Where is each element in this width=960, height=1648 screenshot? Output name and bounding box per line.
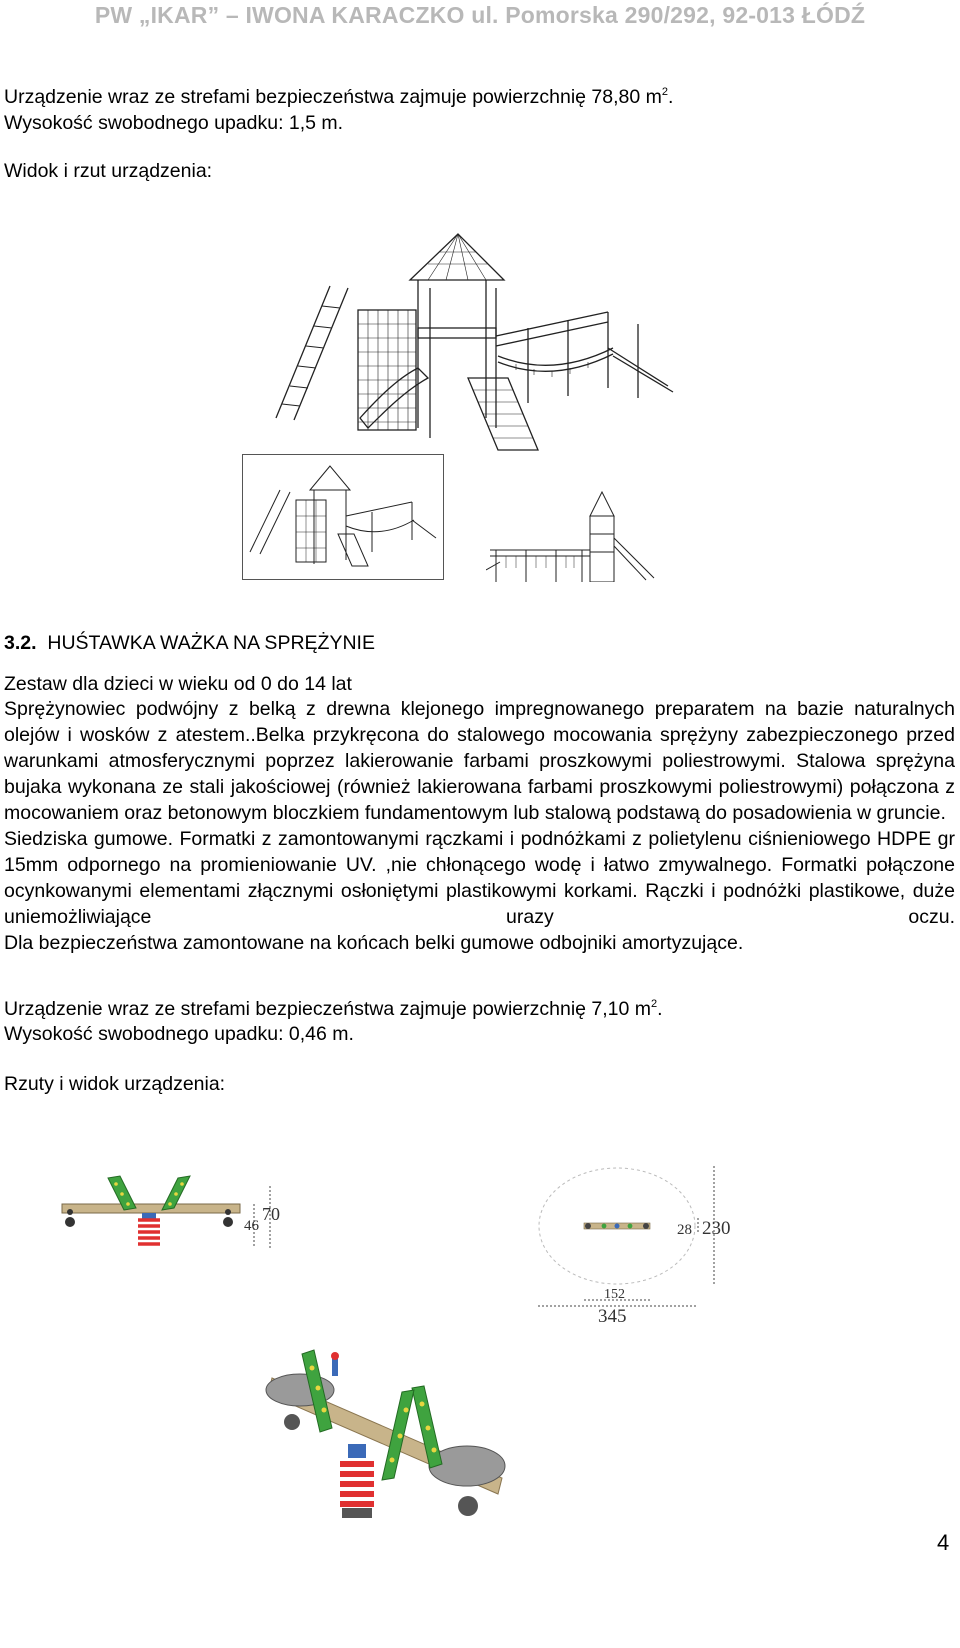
dim-plan-outer-width: 230 [702, 1218, 731, 1239]
page-number: 4 [937, 1530, 950, 1555]
dim-plan-inner-width: 28 [677, 1222, 692, 1238]
page-header: PW „IKAR” – IWONA KARACZKO ul. Pomorska 290/292, 92-013 ŁÓDŹ [94, 2, 866, 28]
dim-side-outer: 70 [262, 1204, 280, 1224]
section-heading [4, 632, 375, 655]
seesaw-side-elevation [58, 1168, 290, 1260]
area-end-2: . [657, 998, 663, 1020]
section-title: HUŚTAWKA WAŻKA NA SPRĘŻYNIE [47, 632, 375, 654]
view-label-1: Widok i rzut urządzenia: [4, 160, 213, 182]
seesaw-3d-view [262, 1348, 512, 1582]
seesaw-plan-view [532, 1158, 740, 1328]
area-end: . [668, 86, 674, 108]
description-part-2: Siedziska gumowe. Formatki z zamontowanymi rączkami i podnóżkami z polietylenu ciśnieniowego HDPE gr 15mm odpornego na promieniowanie UV. ,nie chłonącego wodę i łatwo zmywalnego. Formatki połączone ocynkowanymi elementami złącznymi osłoniętymi plastikowymi korkami. Rączki i podnóżki plastikowe, duże uniemożliwiające urazy oczu. [4, 828, 955, 928]
area-text-2: Urządzenie wraz ze strefami bezpieczeństwa zajmuje powierzchnię 7,10 m [4, 998, 652, 1020]
playground-small-view [242, 454, 444, 580]
playground-perspective-drawing [268, 228, 678, 456]
playground-elevation-drawing [486, 490, 658, 582]
description-part-1: Sprężynowiec podwójny z belką z drewna klejonego impregnowanego preparatem na bazie naturalnych olejów i wosków z atestem..Belka przykręcona do stalowego mocowania sprężyny zabezpieczonego przed warunkami atmosferycznymi poprzez lakierowanie farbami proszkowymi poliestrowymi. Stalowa sprężyna bujaka wykonana ze stali jakościowej (również lakierowana farbami proszkowymi poliestrowymi) połączona z mocowaniem oraz betonowym bloczkiem fundamentowym lub stalową podstawą do posadowienia w gruncie. [4, 698, 955, 824]
description-part-3: Dla bezpieczeństwa zamontowane na końcach belki gumowe odbojniki amortyzujące. [4, 932, 744, 954]
dim-plan-outer-length: 345 [598, 1306, 627, 1327]
section-number: 3.2. [4, 632, 37, 654]
area-superscript: 2 [661, 86, 669, 98]
dim-plan-inner-length: 152 [604, 1287, 625, 1302]
fall-height-1: Wysokość swobodnego upadku: 1,5 m. [4, 112, 344, 134]
age-range: Zestaw dla dzieci w wieku od 0 do 14 lat [4, 673, 352, 695]
dim-side-inner: 46 [244, 1218, 259, 1234]
area-statement-2 [4, 998, 663, 1021]
fall-height-2: Wysokość swobodnego upadku: 0,46 m. [4, 1023, 354, 1045]
description-paragraph [4, 696, 955, 956]
area-text: Urządzenie wraz ze strefami bezpieczeństwa zajmuje powierzchnię 78,80 m [4, 86, 662, 108]
view-label-2: Rzuty i widok urządzenia: [4, 1073, 226, 1095]
area-statement-1 [4, 86, 673, 109]
area-superscript-2: 2 [651, 998, 658, 1010]
